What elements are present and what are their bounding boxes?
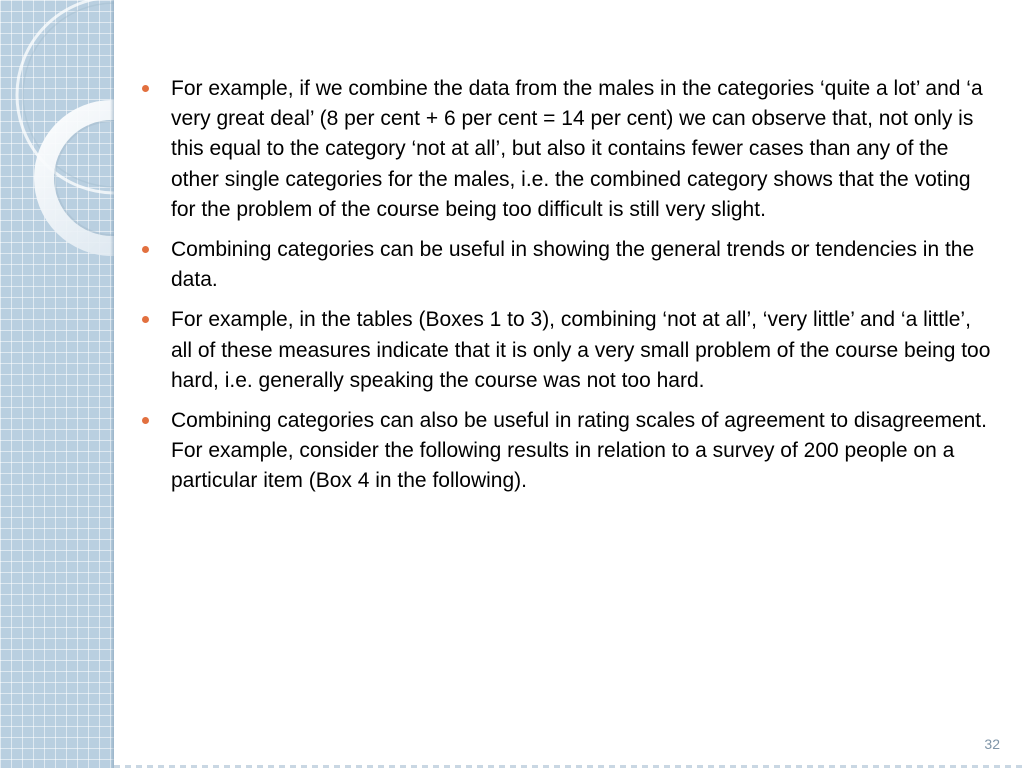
bullet-dot-icon	[142, 85, 149, 92]
side-panel-edge	[110, 0, 114, 768]
bullet-item	[140, 235, 996, 295]
bullet-text: For example, in the tables (Boxes 1 to 3), combining ‘not at all’, ‘very little’ and ‘a little’, all of these measures indicate that it is only a very small problem of the course being too hard, i.e. generally speaking the course was not too hard.	[171, 308, 991, 392]
decorative-side-panel	[0, 0, 114, 768]
decorative-ring-outer	[17, 0, 114, 193]
bullet-item	[140, 406, 996, 497]
page-number: 32	[984, 736, 1000, 752]
slide-body	[140, 74, 996, 507]
bullet-dot-icon	[142, 417, 149, 424]
bullet-text: Combining categories can be useful in showing the general trends or tendencies in the data.	[171, 238, 975, 292]
bullet-dot-icon	[142, 316, 149, 323]
decorative-rings-graphic	[0, 0, 114, 768]
bullet-item	[140, 74, 996, 225]
bullet-item	[140, 305, 996, 396]
bullet-list	[140, 74, 996, 497]
bullet-text: For example, if we combine the data from the males in the categories ‘quite a lot’ and ‘a very great deal’ (8 per cent + 6 per cent = 14 per cent) we can observe that, not only is this equal to the category ‘not at all’, but also it contains fewer cases than any of the other single categories for the males, i.e. the combined category shows that the voting for the problem of the course being too difficult is still very slight.	[171, 77, 983, 221]
bullet-dot-icon	[142, 246, 149, 253]
bullet-text: Combining categories can also be useful in rating scales of agreement to disagreement. For example, consider the following results in relation to a survey of 200 people on a particular item (Box 4 in the following).	[171, 409, 987, 493]
